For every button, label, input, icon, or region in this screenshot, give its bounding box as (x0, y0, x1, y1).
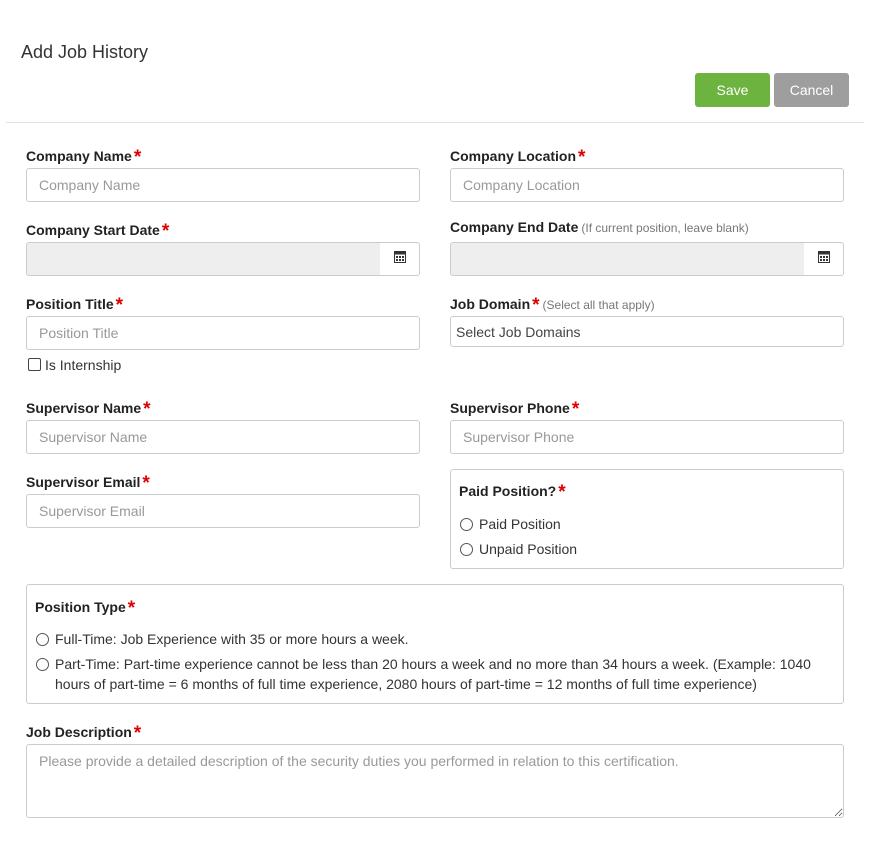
part-time-radio[interactable] (36, 658, 49, 671)
job-domain-label: Job Domain * (Select all that apply) (450, 295, 655, 316)
company-location-input[interactable] (450, 168, 844, 202)
supervisor-phone-label: Supervisor Phone * (450, 399, 580, 420)
position-title-input[interactable] (26, 316, 420, 350)
paid-position-radio[interactable] (460, 518, 473, 531)
company-end-date-field[interactable] (450, 242, 805, 276)
company-start-date-field[interactable] (26, 242, 381, 276)
unpaid-position-radio[interactable] (460, 543, 473, 556)
job-description-textarea[interactable] (26, 744, 844, 818)
calendar-icon (394, 250, 406, 268)
supervisor-email-input[interactable] (26, 494, 420, 528)
job-domain-select[interactable]: Select Job Domains (450, 316, 844, 347)
required-asterisk: * (578, 147, 586, 168)
required-asterisk: * (143, 399, 151, 420)
company-name-label: Company Name * (26, 147, 142, 168)
required-asterisk: * (142, 473, 150, 494)
supervisor-email-label: Supervisor Email * (26, 473, 150, 494)
required-asterisk: * (127, 598, 136, 619)
is-internship-label: Is Internship (45, 357, 122, 373)
required-asterisk: * (532, 295, 540, 316)
start-date-calendar-button[interactable] (380, 242, 420, 276)
header-divider (6, 122, 864, 123)
paid-position-panel (450, 469, 844, 569)
job-domain-hint: (Select all that apply) (542, 298, 655, 312)
required-asterisk: * (161, 221, 170, 242)
page-title: Add Job History (21, 42, 149, 62)
cancel-button[interactable]: Cancel (774, 73, 849, 107)
paid-position-option-label: Paid Position (479, 516, 561, 532)
position-type-panel (26, 584, 844, 704)
is-internship-checkbox[interactable] (28, 358, 41, 371)
required-asterisk: * (571, 399, 580, 420)
required-asterisk: * (558, 482, 566, 503)
calendar-icon (818, 250, 830, 268)
full-time-option-label: Full-Time: Job Experience with 35 or more hours a week. (55, 631, 409, 647)
unpaid-position-option-label: Unpaid Position (479, 541, 578, 557)
company-start-date-label: Company Start Date * (26, 221, 170, 242)
part-time-option-label: Part-Time: Part-time experience cannot be less than 20 hours a week and no more than 34 hours a week. (Example: 1040 hours of part-time = 6 months of full time experience, 2080 hours of part-time = 12 months of full time experience) (55, 656, 811, 692)
save-button[interactable]: Save (695, 73, 770, 107)
supervisor-name-label: Supervisor Name * (26, 399, 151, 420)
end-date-calendar-button[interactable] (804, 242, 844, 276)
company-location-label: Company Location * (450, 147, 586, 168)
company-end-date-hint: (If current position, leave blank) (581, 221, 749, 235)
position-type-label: Position Type * (35, 598, 136, 619)
job-description-label: Job Description * (26, 723, 142, 744)
required-asterisk: * (133, 147, 142, 168)
company-end-date-label: Company End Date (If current position, leave blank) (450, 219, 749, 235)
supervisor-phone-input[interactable] (450, 420, 844, 454)
full-time-radio[interactable] (36, 633, 49, 646)
required-asterisk: * (115, 295, 124, 316)
supervisor-name-input[interactable] (26, 420, 420, 454)
company-name-input[interactable] (26, 168, 420, 202)
paid-position-label: Paid Position? * (459, 482, 566, 503)
position-title-label: Position Title * (26, 295, 124, 316)
required-asterisk: * (133, 723, 142, 744)
